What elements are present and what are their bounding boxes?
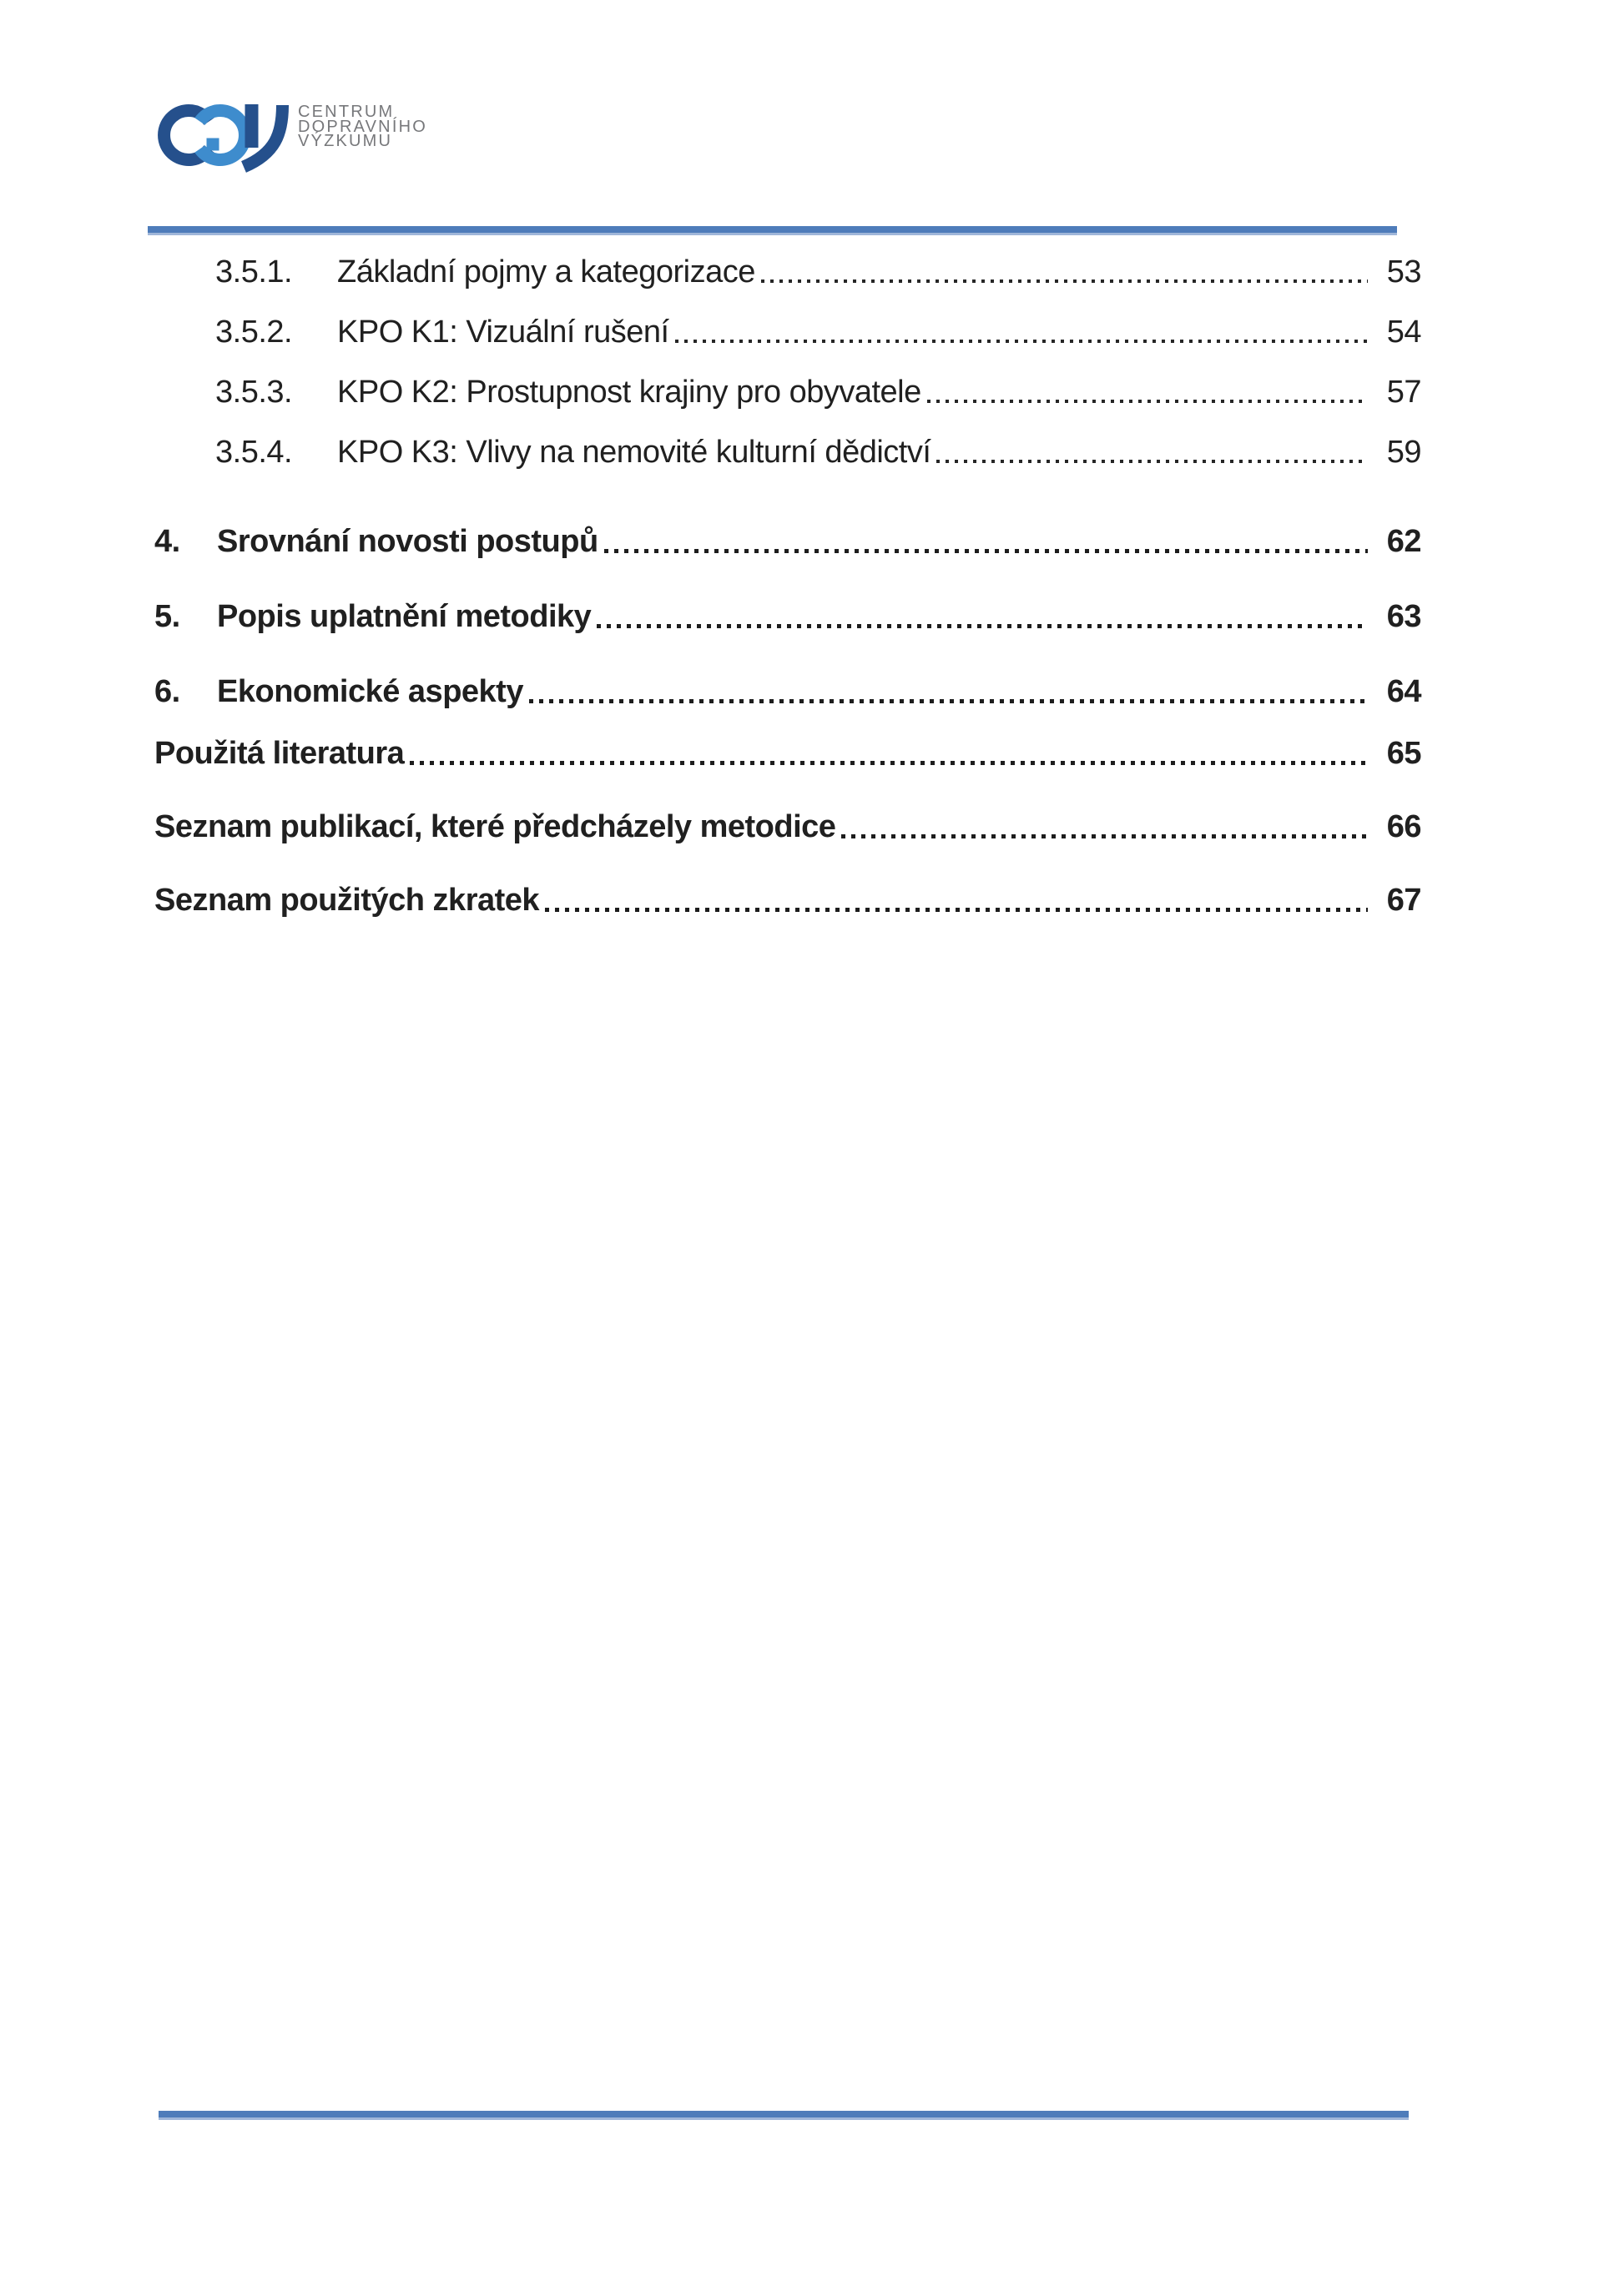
- toc-entry-page: 54: [1386, 315, 1421, 350]
- toc-entry[interactable]: [154, 375, 1421, 410]
- footer-rule: [159, 2111, 1409, 2120]
- toc-entry-title: Popis uplatnění metodiky: [217, 599, 592, 634]
- header-rule-thin: [148, 233, 1397, 235]
- toc-entry-title: Srovnání novosti postupů: [217, 524, 598, 559]
- toc-entry-page: 57: [1386, 375, 1421, 410]
- toc-entry-number: 3.5.3.: [215, 375, 293, 410]
- toc-entry-number: 5.: [154, 599, 180, 634]
- toc-entry-page: 65: [1386, 736, 1421, 771]
- toc-leader-dots: [927, 400, 1368, 403]
- toc-entry-number: 6.: [154, 674, 180, 709]
- footer-rule-thin: [159, 2117, 1409, 2120]
- toc-entry-number: 3.5.4.: [215, 435, 293, 470]
- toc-entry[interactable]: [154, 254, 1421, 290]
- toc-leader-dots: [604, 549, 1368, 553]
- toc-entry-title: Ekonomické aspekty: [217, 674, 523, 709]
- cdv-logo-mark-icon: [155, 102, 289, 173]
- toc-leader-dots: [761, 279, 1368, 283]
- toc-entry-page: 59: [1386, 435, 1421, 470]
- toc-leader-dots: [675, 340, 1368, 343]
- toc-entry-page: 67: [1386, 883, 1421, 918]
- toc-entry-page: 63: [1386, 599, 1421, 634]
- footer-rule-thick: [159, 2111, 1409, 2117]
- toc-entry-title: Seznam použitých zkratek: [154, 883, 540, 918]
- toc-entry[interactable]: [154, 435, 1421, 470]
- toc-entry-page: 53: [1386, 254, 1421, 290]
- toc-entry-title: Použitá literatura: [154, 736, 405, 771]
- toc-entry[interactable]: [154, 883, 1421, 918]
- toc-entry[interactable]: [154, 599, 1421, 634]
- cdv-logo-wordmark: [298, 105, 427, 149]
- toc-entry-number: 3.5.2.: [215, 315, 293, 350]
- toc-entry[interactable]: [154, 809, 1421, 844]
- toc-entry-number: 3.5.1.: [215, 254, 293, 290]
- toc-entry[interactable]: [154, 315, 1421, 350]
- toc-entry[interactable]: [154, 674, 1421, 709]
- header-rule: [148, 226, 1397, 235]
- header-rule-thick: [148, 226, 1397, 233]
- toc-entry-title: KPO K2: Prostupnost krajiny pro obyvatele: [337, 375, 921, 410]
- toc-entry[interactable]: [154, 524, 1421, 559]
- toc-entry-page: 64: [1386, 674, 1421, 709]
- logo-line-2: DOPRAVNÍHO: [298, 117, 427, 136]
- logo-line-3: VÝZKUMU: [298, 132, 393, 150]
- toc-leader-dots: [597, 624, 1368, 628]
- toc-entry-page: 62: [1386, 524, 1421, 559]
- toc-entry-title: Seznam publikací, které předcházely metodice: [154, 809, 836, 844]
- toc-leader-dots: [841, 834, 1368, 838]
- toc-entry-title: KPO K3: Vlivy na nemovité kulturní dědictví: [337, 435, 931, 470]
- toc-leader-dots: [410, 761, 1368, 765]
- toc: [154, 254, 1421, 918]
- toc-entry-number: 4.: [154, 524, 180, 559]
- toc-leader-dots: [936, 460, 1368, 463]
- logo-line-1: CENTRUM: [298, 103, 395, 121]
- toc-leader-dots: [529, 699, 1368, 703]
- toc-entry-page: 66: [1386, 809, 1421, 844]
- toc-leader-dots: [545, 908, 1368, 912]
- toc-entry-title: Základní pojmy a kategorizace: [337, 254, 755, 290]
- toc-entry-title: KPO K1: Vizuální rušení: [337, 315, 669, 350]
- toc-entry[interactable]: [154, 736, 1421, 771]
